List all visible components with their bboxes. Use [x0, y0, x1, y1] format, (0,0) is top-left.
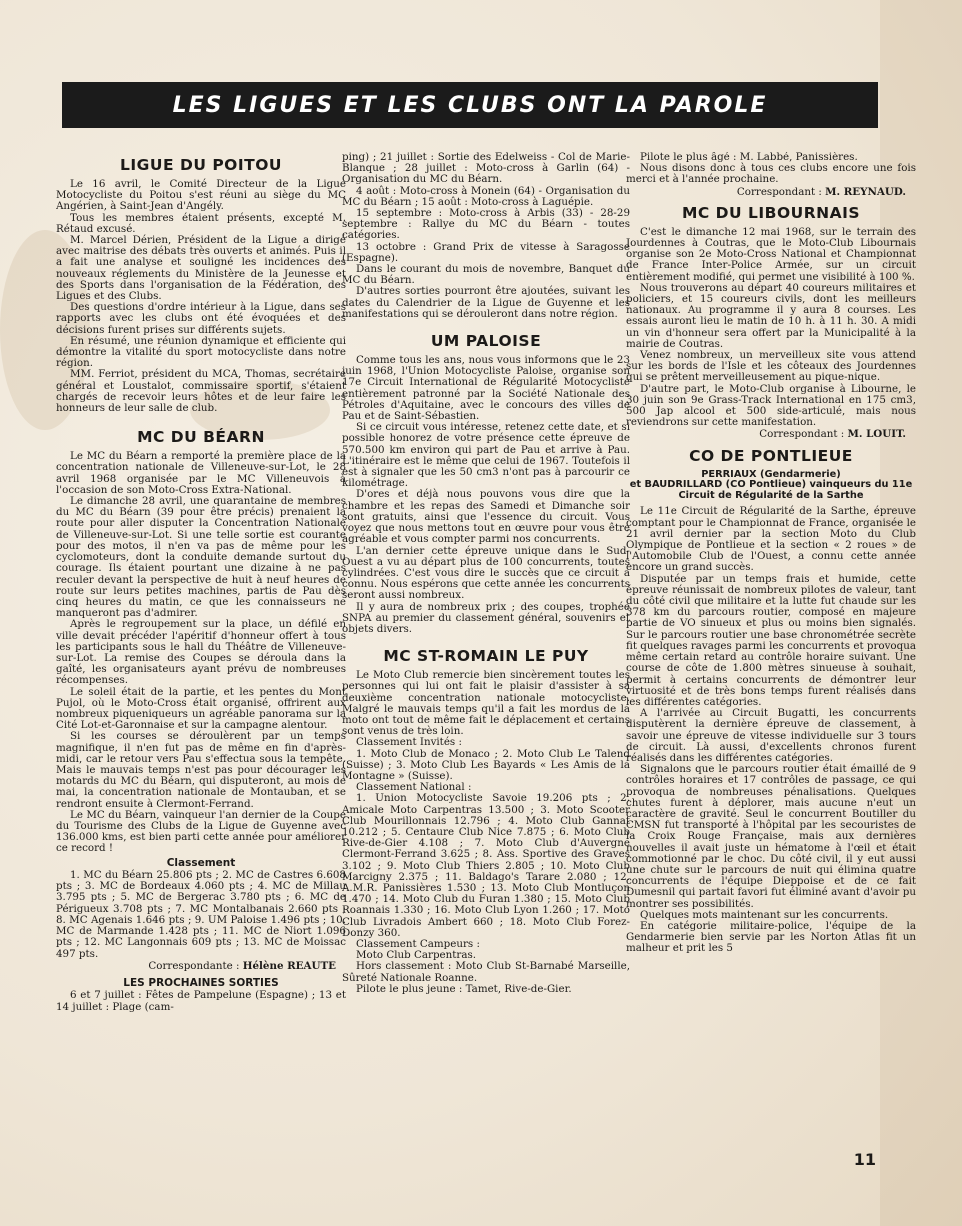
paragraph: Venez nombreux, un merveilleux site vous attend sur les bords de l'Isle et les côteaux des Jourdennes qui se prêtent merveilleusement au pique-nique.	[626, 349, 916, 384]
paragraph: D'autres sorties pourront être ajoutées, suivant les dates du Calendrier de la Ligue de Guyenne et les manifestations qui se dérouleront dans notre région.	[342, 285, 630, 320]
paragraph: C'est le dimanche 12 mai 1968, sur le terrain des Jourdennes à Coutras, que le Moto-Club Libournais organise son 2e Moto-Cross National et Championnat de France Inter-Police Armée, sur un circuit entièrement modifié, qui permet une visibilité à 100 %.	[626, 225, 916, 283]
paragraph: Classement Invités :	[356, 736, 462, 749]
paragraph: L'an dernier cette épreuve unique dans le Sud-Ouest a vu au départ plus de 100 concurrents, toutes cylindrées. C'est vous dire le succès que ce circuit a connu. Nous espérons que cette année les concurrents seront aussi nombreux.	[342, 544, 630, 602]
paragraph: Le MC du Béarn, vainqueur l'an dernier de la Coupe du Tourisme des Clubs de la Ligue de Guyenne avec 136.000 kms, est bien parti cette année pour améliorer ce record !	[56, 808, 346, 855]
section-title-ligue-poitou: LIGUE DU POITOU	[120, 156, 282, 174]
paragraph: Dans le courant du mois de novembre, Banquet du MC du Béarn.	[342, 263, 630, 287]
paragraph: Disputée par un temps frais et humide, cette épreuve réunissait de nombreux pilotes de valeur, tant du côté civil que militaire et la lutte fut chaude sur les 378 km du parcours routier, composé en majeure partie de VO sinueux et plus ou moins bien signalés. Sur le parcours routier une base chronométrée secrète fit quelques ravages parmi les concurrents et provoqua même certain retard au contrôle horaire suivant. Une course de côte de 1.800 mètres sinueuse à souhait, permit à certains concurrents de démontrer leur virtuosité et de très bons temps furent réalisés dans les différentes catégories.	[626, 572, 916, 708]
paragraph: M. Marcel Dérien, Président de la Ligue a dirigé avec maitrise des débats très ouverts et animés. Puis il a fait une analyse et souligné les incidences des nouveaux réglements du Ministère de la Jeunesse et des Sports dans l'organisation de la Fédération, des Ligues et des Clubs.	[56, 234, 346, 303]
correspondent-label: Correspondant :	[759, 428, 845, 441]
section-title-mc-st-romain: MC ST-ROMAIN LE PUY	[383, 647, 589, 666]
paragraph: Des questions d'ordre intérieur à la Ligue, dans ses rapports avec les clubs ont été évoquées et des décisions furent prises sur différents sujets.	[56, 301, 346, 336]
paragraph: 15 septembre : Moto-cross à Arbis (33) - 28-29 septembre : Rallye du MC du Béarn - toutes catégories.	[342, 207, 630, 242]
paragraph: Signalons que le parcours routier était émaillé de 9 contrôles horaires et 17 contrôles de passage, ce qui provoqua de nombreuses pénalisations. Quelques chutes furent à déplorer, mais aucune n'eut un caractère de gravité. Seul le concurrent Boutiller du CMSN fut transporté à l'hôpital par les secouristes de la Croix Rouge Française, mais aux dernières nouvelles il avait juste un hématome à l'œil et était commotionné par le choc. Du côté civil, il y eut aussi une chute sur le parcours de nuit qui élimina quatre concurrents de l'équipe Dieppoise et de ce fait Dumesnil qui partait favori fut éliminé avant d'avoir pu montrer ses possibilités.	[626, 763, 916, 910]
paragraph: MM. Ferriot, président du MCA, Thomas, secrétaire général et Loustalot, commissaire sportif, s'étaient chargés de recevoir leurs hôtes et de leur faire les honneurs de leur salle de club.	[56, 368, 346, 415]
paragraph: Pilote le plus âgé : M. Labbé, Panissières.	[640, 152, 858, 163]
paragraph: 4 août : Moto-cross à Monein (64) - Organisation du MC du Béarn ; 15 août : Moto-cross à Laguépie.	[342, 184, 630, 208]
paragraph: Nous trouverons au départ 40 coureurs militaires et policiers, et 15 coureurs civils, dont les meilleurs nationaux. Au programme il y aura 8 courses. Les essais auront lieu le matin de 10 h. à 11 h. 30. A midi un vin d'honneur sera offert par la Municipalité à la mairie de Coutras.	[626, 281, 916, 350]
paragraph: Si les courses se déroulèrent par un temps magnifique, il n'en fut pas de même en fin d'après-midi, car le retour vers Pau s'effectua sous la tempête. Mais le mauvais temps n'est pas pour décourager les motards du MC du Béarn, qui disputeront, au mois de mai, la concentration nationale de Montauban, et se rendront ensuite à Clermont-Ferrand.	[56, 730, 346, 810]
paragraph: Le dimanche 28 avril, une quarantaine de membres du MC du Béarn (39 pour être précis) prenaient la route pour aller disputer la Concentration Nationale de Villeneuve-sur-Lot. Si une telle sortie est courante pour des motos, il n'en va pas de même pour les cyclomoteurs, dont la conduite demande surtout du courage. Ils étaient pourtant une dizaine à ne pas reculer devant la perspective de huit à neuf heures de route sur leurs petites machines, partis de Pau dès cinq heures du matin, ce que les connaisseurs ne manqueront pas d'admirer.	[56, 495, 346, 620]
column-middle	[342, 152, 630, 1162]
paragraph: Comme tous les ans, nous vous informons que le 23 juin 1968, l'Union Motocycliste Paloise, organise son 17e Circuit International de Régularité Motocycliste entièrement patronné par la Société Nationale des Pétroles d'Aquitaine, avec le concours des villes de Pau et de Saint-Sébastien.	[342, 354, 630, 423]
paragraph: Hors classement : Moto Club St-Barnabé Marseille, Sûreté Nationale Roanne.	[342, 960, 630, 984]
paragraph: Après le regroupement sur la place, un défilé en ville devait précéder l'apéritif d'honneur offert à tous les participants sous le hall du Théâtre de Villeneuve-sur-Lot. La remise des Coupes se déroula dans la gaîté, les organisateurs ayant prévu de nombreuses récompenses.	[56, 618, 346, 687]
paragraph: Le Moto Club remercie bien sincèrement toutes les personnes qui lui ont fait le plaisir d'assister à sa deuxième concentration nationale motocycliste. Malgré le mauvais temps qu'il a fait les mordus de la moto ont tout de même fait le déplacement et certains sont venus de très loin.	[342, 669, 630, 738]
correspondent-line	[626, 429, 906, 440]
paragraph: ping) ; 21 juillet : Sortie des Edelweiss - Col de Marie-Blanque ; 28 juillet : Moto-cross à Garlin (64) - Organisation du MC du Béarn.	[342, 152, 630, 186]
page-number: 11	[853, 1150, 876, 1169]
banner-title: LES LIGUES ET LES CLUBS ONT LA PAROLE	[172, 92, 768, 118]
correspondent-line	[56, 961, 336, 972]
column-right	[626, 152, 916, 1162]
header-banner	[62, 82, 878, 128]
classement-list: 1. MC du Béarn 25.806 pts ; 2. MC de Castres 6.608 pts ; 3. MC de Bordeaux 4.060 pts ; 4. MC de Millau 3.795 pts ; 5. MC de Bergerac 3.780 pts ; 6. MC de Périgueux 3.708 pts ; 7. MC Montalbanais 2.660 pts ; 8. MC Agenais 1.646 pts ; 9. UM Paloise 1.496 pts ; 10. MC de Marmande 1.428 pts ; 11. MC de Niort 1.096 pts ; 12. MC Langonnais 609 pts ; 13. MC de Moissac 497 pts.	[56, 869, 346, 960]
paragraph: En résumé, une réunion dynamique et efficiente qui démontre la vitalité du sport motocycliste dans notre région.	[56, 334, 346, 370]
paragraph: Nous disons donc à tous ces clubs encore une fois merci et à l'année prochaine.	[626, 162, 916, 186]
paragraph: D'autre part, le Moto-Club organise à Libourne, le 30 juin son 9e Grass-Track International en 175 cm3, 500 Jap alcool et 500 side-articulé, mais nous reviendrons sur cette manifestation.	[626, 382, 916, 429]
paragraph: Moto Club Carpentras.	[356, 949, 477, 962]
correspondent-name: M. LOUIT.	[847, 428, 906, 441]
paragraph: 1. Moto Club de Monaco ; 2. Moto Club Le Talend (Suisse) ; 3. Moto Club Les Bayards « Les Amis de la Montagne » (Suisse).	[342, 747, 630, 782]
paragraph: Le 16 avril, le Comité Directeur de la Ligue Motocycliste du Poitou s'est réuni au siège du MC Angérien, à Saint-Jean d'Angély.	[56, 178, 346, 213]
paragraph: Le MC du Béarn a remporté la première place de la concentration nationale de Villeneuve-sur-Lot, le 28 avril 1968 organisée par le MC Villeneuvois à l'occasion de son Moto-Cross Extra-National.	[56, 450, 346, 496]
paragraph: Classement Campeurs :	[356, 938, 480, 950]
correspondent-label: Correspondante :	[148, 959, 240, 972]
paragraph: 13 octobre : Grand Prix de vitesse à Saragosse (Espagne).	[342, 240, 630, 264]
paragraph: Quelques mots maintenant sur les concurrents.	[640, 908, 889, 921]
section-title-co-pontlieue: CO DE PONTLIEUE	[689, 446, 853, 465]
paragraph: 6 et 7 juillet : Fêtes de Pampelune (Espagne) ; 13 et 14 juillet : Plage (cam-	[56, 989, 346, 1013]
paragraph: A l'arrivée au Circuit Bugatti, les concurrents disputèrent la dernière épreuve de classement, à savoir une épreuve de vitesse individuelle sur 3 tours de circuit. Là aussi, d'excellents chronos furent réalisés dans les différentes catégories.	[626, 707, 916, 764]
sorties-heading: LES PROCHAINES SORTIES	[123, 976, 279, 989]
column-left	[56, 152, 346, 1162]
correspondent-name: Hélène REAUTE	[242, 959, 336, 972]
section-title-mc-bearn: MC DU BÉARN	[137, 428, 265, 447]
paragraph: En catégorie militaire-police, l'équipe de la Gendarmerie bien servie par les Norton Atlas fit un malheur et prit les 5	[626, 919, 916, 955]
pontlieue-subheadline: et BAUDRILLARD (CO Pontlieue) vainqueurs du 11e Circuit de Régularité de la Sarthe	[629, 479, 913, 501]
paragraph: Classement National :	[356, 781, 472, 794]
correspondent-label: Correspondant :	[736, 185, 822, 198]
paragraph: Tous les membres étaient présents, excepté M. Rétaud excusé.	[56, 211, 346, 235]
correspondent-line	[626, 187, 906, 198]
paragraph: Pilote le plus jeune : Tamet, Rive-de-Gier.	[356, 982, 572, 995]
paragraph: 1. Union Motocycliste Savoie 19.206 pts ; 2. Amicale Moto Carpentras 13.500 ; 3. Moto Scooter Club Mourillonnais 12.796 ; 4. Moto Club Gannat 10.212 ; 5. Centaure Club Nice 7.875 ; 6. Moto Club Rive-de-Gier 4.108 ; 7. Moto Club d'Auvergne Clermont-Ferrand 3.625 ; 8. Ass. Sportive des Graves 3.102 ; 9. Moto Club Thiers 2.805 ; 10. Moto Club Marcigny 2.375 ; 11. Baldago's Tarare 2.080 ; 12. A.M.R. Panissières 1.530 ; 13. Moto Club Montluçon 1.470 ; 14. Moto Club du Furan 1.380 ; 15. Moto Club Roannais 1.330 ; 16. Moto Club Lyon 1.260 ; 17. Moto Club Livradois Ambert 660 ; 18. Moto Club Forez-Donzy 360.	[342, 792, 630, 939]
paragraph: Si ce circuit vous intéresse, retenez cette date, et si possible honorez de votre présence cette épreuve de 570.500 km environ qui part de Pau et arrive à Pau. L'itinéraire est le même que celui de 1967. Toutefois il est à signaler que les 50 cm3 n'ont pas à parcourir ce kilométrage.	[342, 421, 630, 490]
pontlieue-headline: PERRIAUX (Gendarmerie)	[701, 468, 841, 480]
paragraph: Le soleil était de la partie, et les pentes du Mont Pujol, où le Moto-Cross était organisé, offrirent aux nombreux piqueniqueurs un agréable panorama sur la Cité Lot-et-Garonnaise et sur la campagne alentour.	[56, 685, 346, 732]
paragraph: D'ores et déjà nous pouvons vous dire que la chambre et les repas des Samedi et Dimanche soir sont gratuits, ainsi que l'essence du circuit. Vous voyez que nous mettons tout en œuvre pour vous être agréable et vous compter parmi nos concurrents.	[342, 488, 630, 546]
section-title-um-paloise: UM PALOISE	[430, 332, 542, 351]
classement-heading: Classement	[166, 856, 236, 869]
correspondent-name: M. REYNAUD.	[825, 185, 906, 198]
paragraph: Le 11e Circuit de Régularité de la Sarthe, épreuve comptant pour le Championnat de France, organisée le 21 avril dernier par la section Moto du Club Olympique de Pontlieue et la section « 2 roues » de l'Automobile Club de l'Ouest, a connu cette année encore un grand succès.	[626, 505, 916, 574]
section-title-mc-libournais: MC DU LIBOURNAIS	[681, 203, 861, 222]
paragraph: Il y aura de nombreux prix ; des coupes, trophée SNPA au premier du classement général, souvenirs et objets divers.	[342, 600, 630, 635]
